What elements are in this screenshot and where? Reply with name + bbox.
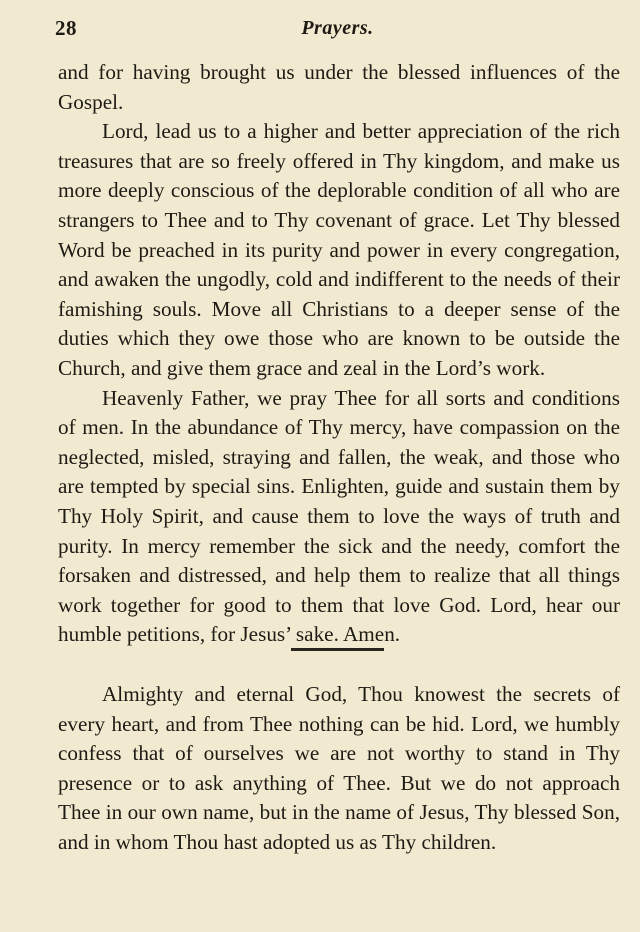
paragraph: Heavenly Father, we pray Thee for all sorts and conditions of men. In the abundance of Thy mercy, have compassion on the neglected, misled, straying and fallen, the weak, and those who are tempted by special sins. Enlighten, guide and sustain them by Thy Holy Spirit, and cause them to love the ways of truth and purity. In mercy remember the sick and the needy, comfort the forsaken and distressed, and help them to realize that all things work together for good to them that love God. Lord, hear our humble petitions, for Jesus’ sake. Amen. xyxy=(58,385,620,647)
page-header xyxy=(55,16,620,42)
paragraph: Lord, lead us to a higher and better appreciation of the rich treasures that are so freely offered in Thy kingdom, and make us more deeply conscious of the deplorable condition of all who are strangers to Thee and to Thy covenant of grace. Let Thy blessed Word be preached in its purity and power in every congregation, and awaken the ungodly, cold and indifferent to the needs of their famishing souls. Move all Christians to a deeper sense of the duties which they owe those who are known to be outside the Church, and give them grace and zeal in the Lord’s work. xyxy=(58,119,620,380)
paragraph: Almighty and eternal God, Thou knowest the secrets of every heart, and from Thee nothing can be hid. Lord, we humbly confess that of ourselves we are not worthy to stand in Thy presence or to ask anything of Thee. But we do not approach Thee in our own name, but in the name of Jesus, Thy blessed Son, and in whom Thou hast adopted us as Thy children. xyxy=(58,682,620,854)
continued-paragraph: and for having brought us under the blessed influences of the Gospel. xyxy=(58,60,620,114)
prayer-two xyxy=(58,680,620,858)
running-head: Prayers. xyxy=(301,17,374,39)
section-divider xyxy=(291,648,384,651)
page-number: 28 xyxy=(55,16,77,40)
prayer-one xyxy=(58,58,620,650)
